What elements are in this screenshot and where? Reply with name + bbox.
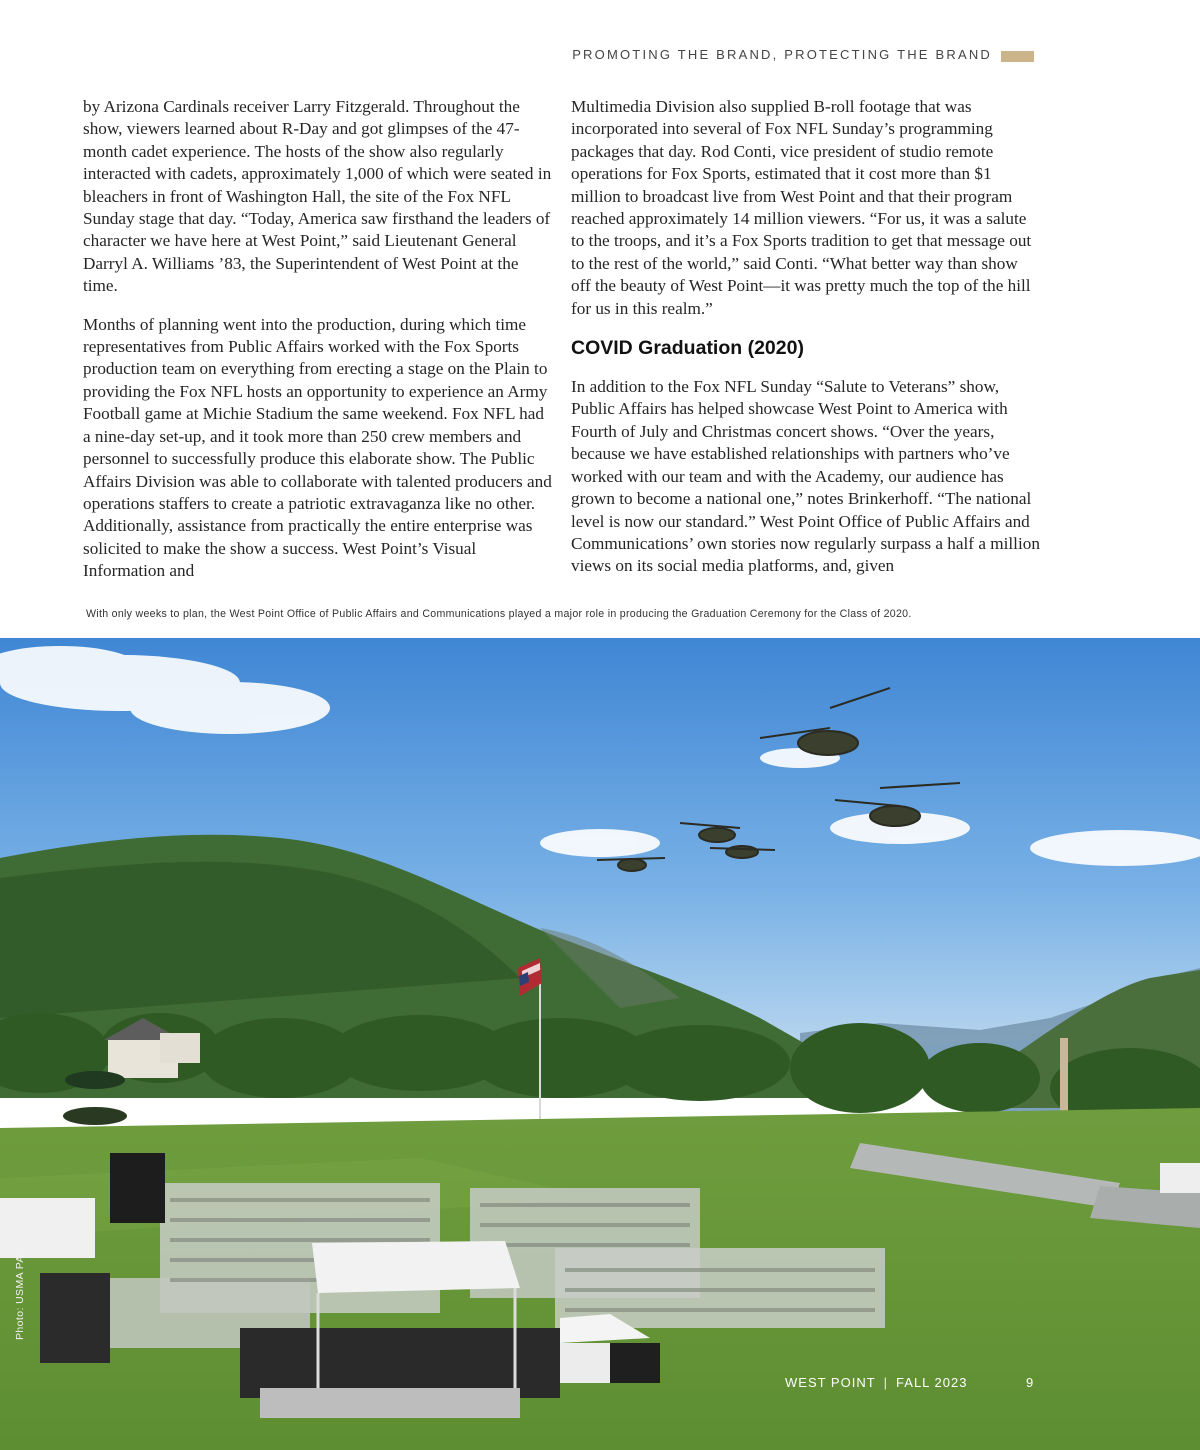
header-accent-bar	[1001, 51, 1034, 62]
monument	[1060, 1038, 1068, 1113]
right-paragraph-1: Multimedia Division also supplied B-roll footage that was incorporated into several of Fox NFL Sunday’s programming packages that day. Rod Conti, vice president of studio remote operations for Fox Sports, estimated that it cost more than $1 million to broadcast live from West Point and that their program reached approximately 14 million viewers. “For us, it was a salute to the troops, and it’s a Fox Sports tradition to get that message out to the rest of the world,” said Conti. “What better way than show off the beauty of West Point—it was pretty much the top of the hill for us in this realm.”	[571, 97, 1032, 318]
running-header: PROMOTING THE BRAND, PROTECTING THE BRAND	[572, 47, 992, 62]
graduation-photo	[0, 638, 1200, 1450]
photo-caption: With only weeks to plan, the West Point Office of Public Affairs and Communications played a major role in producing the Graduation Ceremony for the Class of 2020.	[86, 608, 912, 620]
footer	[785, 1375, 967, 1390]
left-paragraph-1: by Arizona Cardinals receiver Larry Fitzgerald. Throughout the show, viewers learned about R-Day and got glimpses of the 47-month cadet experience. The hosts of the show also regularly interacted with cadets, approximately 1,000 of which were seated in bleachers in front of Washington Hall, the site of the Fox NFL Sunday stage that day. “Today, America saw firsthand the leaders of character we have here at West Point,” said Lieutenant General Darryl A. Williams ’83, the Superintendent of West Point at the time.	[83, 97, 552, 296]
photo-credit: Photo: USMA PAO	[14, 1246, 26, 1340]
section-heading: COVID Graduation (2020)	[571, 337, 804, 360]
footer-publication: WEST POINT	[785, 1375, 876, 1390]
page-number: 9	[1026, 1375, 1034, 1390]
right-column	[571, 96, 1041, 594]
right-paragraph-2: In addition to the Fox NFL Sunday “Salute to Veterans” show, Public Affairs has helped showcase West Point to America with Fourth of July and Christmas concert shows. “Over the years, because we have established relationships with partners who’ve worked with our team and with the Academy, our audience has grown to become a national one,” notes Brinkerhoff. “The national level is now our standard.” West Point Office of Public Affairs and Communications’ own stories now regularly surpass a half a million views on its social media platforms, and, given	[571, 377, 1040, 576]
footer-issue: FALL 2023	[896, 1375, 968, 1390]
left-column	[83, 96, 553, 599]
footer-separator: |	[883, 1375, 889, 1390]
graduation-photo-illustration	[0, 638, 1200, 1450]
left-paragraph-2: Months of planning went into the production, during which time representatives from Public Affairs worked with the Fox Sports production team on everything from erecting a stage on the Plain to providing the Fox NFL hosts an opportunity to experience an Army Football game at Michie Stadium the same weekend. Fox NFL had a nine-day set-up, and it took more than 250 crew members and personnel to successfully produce this elaborate show. The Public Affairs Division was able to collaborate with talented producers and operations staffers to create a patriotic extravaganza like no other. Additionally, assistance from practically the entire enterprise was solicited to make the show a success. West Point’s Visual Information and	[83, 314, 552, 581]
